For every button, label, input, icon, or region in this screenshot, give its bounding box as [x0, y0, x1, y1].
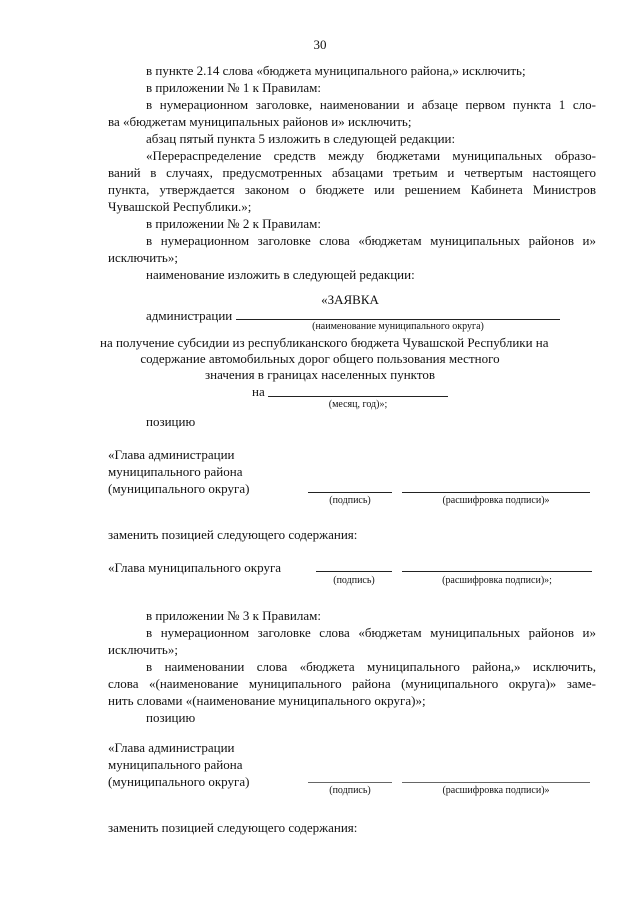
admin-caption: (наименование муниципального округа) [312, 321, 484, 332]
replace-label: заменить позицией следующего содержания: [108, 527, 358, 542]
position-label: позицию [146, 414, 196, 429]
date-caption: (месяц, год)»; [328, 399, 388, 410]
signature-caption: (подпись) [333, 575, 375, 586]
signature-caption: (подпись) [329, 785, 371, 796]
sig-title-line: «Глава муниципального округа [108, 560, 282, 575]
paragraph-text: нить словами «(наименование муниципального округа)»; [108, 693, 426, 708]
paragraph-text: в нумерационном заголовке, наименовании и абзаце первом пункта 1 сло- [146, 97, 596, 112]
replace-label: заменить позицией следующего содержания: [108, 820, 358, 835]
paragraph-text: «Перераспределение средств между бюджетами муниципальных образо- [146, 148, 596, 163]
paragraph-text: наименование изложить в следующей редакции: [146, 267, 415, 282]
signature-line [316, 571, 392, 572]
signature-caption: (подпись) [329, 495, 371, 506]
paragraph-text: ваний в случаях, предусмотренных абзацами третьим и четвертым настоящего [108, 165, 596, 180]
form-line: значения в границах населенных пунктов [205, 367, 435, 382]
admin-name-line [236, 319, 560, 320]
form-line: на получение субсидии из республиканского бюджета Чувашской Республики на [100, 335, 549, 350]
sig-title-line: (муниципального округа) [108, 481, 250, 496]
form-line: содержание автомобильных дорог общего пользования местного [140, 351, 500, 366]
paragraph-text: в нумерационном заголовке слова «бюджетам муниципальных районов и» [146, 233, 596, 248]
paragraph-text: абзац пятый пункта 5 изложить в следующей редакции: [146, 131, 456, 146]
paragraph-text: в приложении № 2 к Правилам: [146, 216, 321, 231]
decode-line [402, 492, 590, 493]
sig-title-line: «Глава администрации [108, 740, 235, 755]
paragraph-text: в наименовании слова «бюджета муниципального района,» исключить, [146, 659, 596, 674]
sig-title-line: (муниципального округа) [108, 774, 250, 789]
page-number: 30 [313, 37, 327, 52]
paragraph-text: Чувашской Республики.»; [108, 199, 252, 214]
paragraph-text: в нумерационном заголовке слова «бюджетам муниципальных районов и» [146, 625, 596, 640]
signature-line [308, 492, 392, 493]
paragraph-text: исключить»; [108, 642, 178, 657]
decode-caption: (расшифровка подписи)» [442, 495, 550, 506]
decode-line [402, 782, 590, 783]
sig-title-line: «Глава администрации [108, 447, 235, 462]
signature-line [308, 782, 392, 783]
paragraph-text: слова «(наименование муниципального района (муниципального округа)» заме- [108, 676, 596, 691]
date-line [268, 396, 448, 397]
sig-title-line: муниципального района [108, 464, 243, 479]
paragraph-text: в приложении № 3 к Правилам: [146, 608, 321, 623]
decode-caption: (расшифровка подписи)»; [442, 575, 552, 586]
admin-label: администрации [146, 308, 233, 323]
paragraph-text: в пункте 2.14 слова «бюджета муниципального района,» исключить; [146, 63, 526, 78]
paragraph-text: пункта, утверждается законом о бюджете или решением Кабинета Министров [108, 182, 596, 197]
position-label: позицию [146, 710, 196, 725]
on-label: на [252, 384, 265, 399]
form-title: «ЗАЯВКА [321, 292, 379, 307]
paragraph-text: в приложении № 1 к Правилам: [146, 80, 321, 95]
paragraph-text: исключить»; [108, 250, 178, 265]
decode-line [402, 571, 592, 572]
sig-title-line: муниципального района [108, 757, 243, 772]
paragraph-text: ва «бюджетам муниципальных районов и» исключить; [108, 114, 412, 129]
decode-caption: (расшифровка подписи)» [442, 785, 550, 796]
